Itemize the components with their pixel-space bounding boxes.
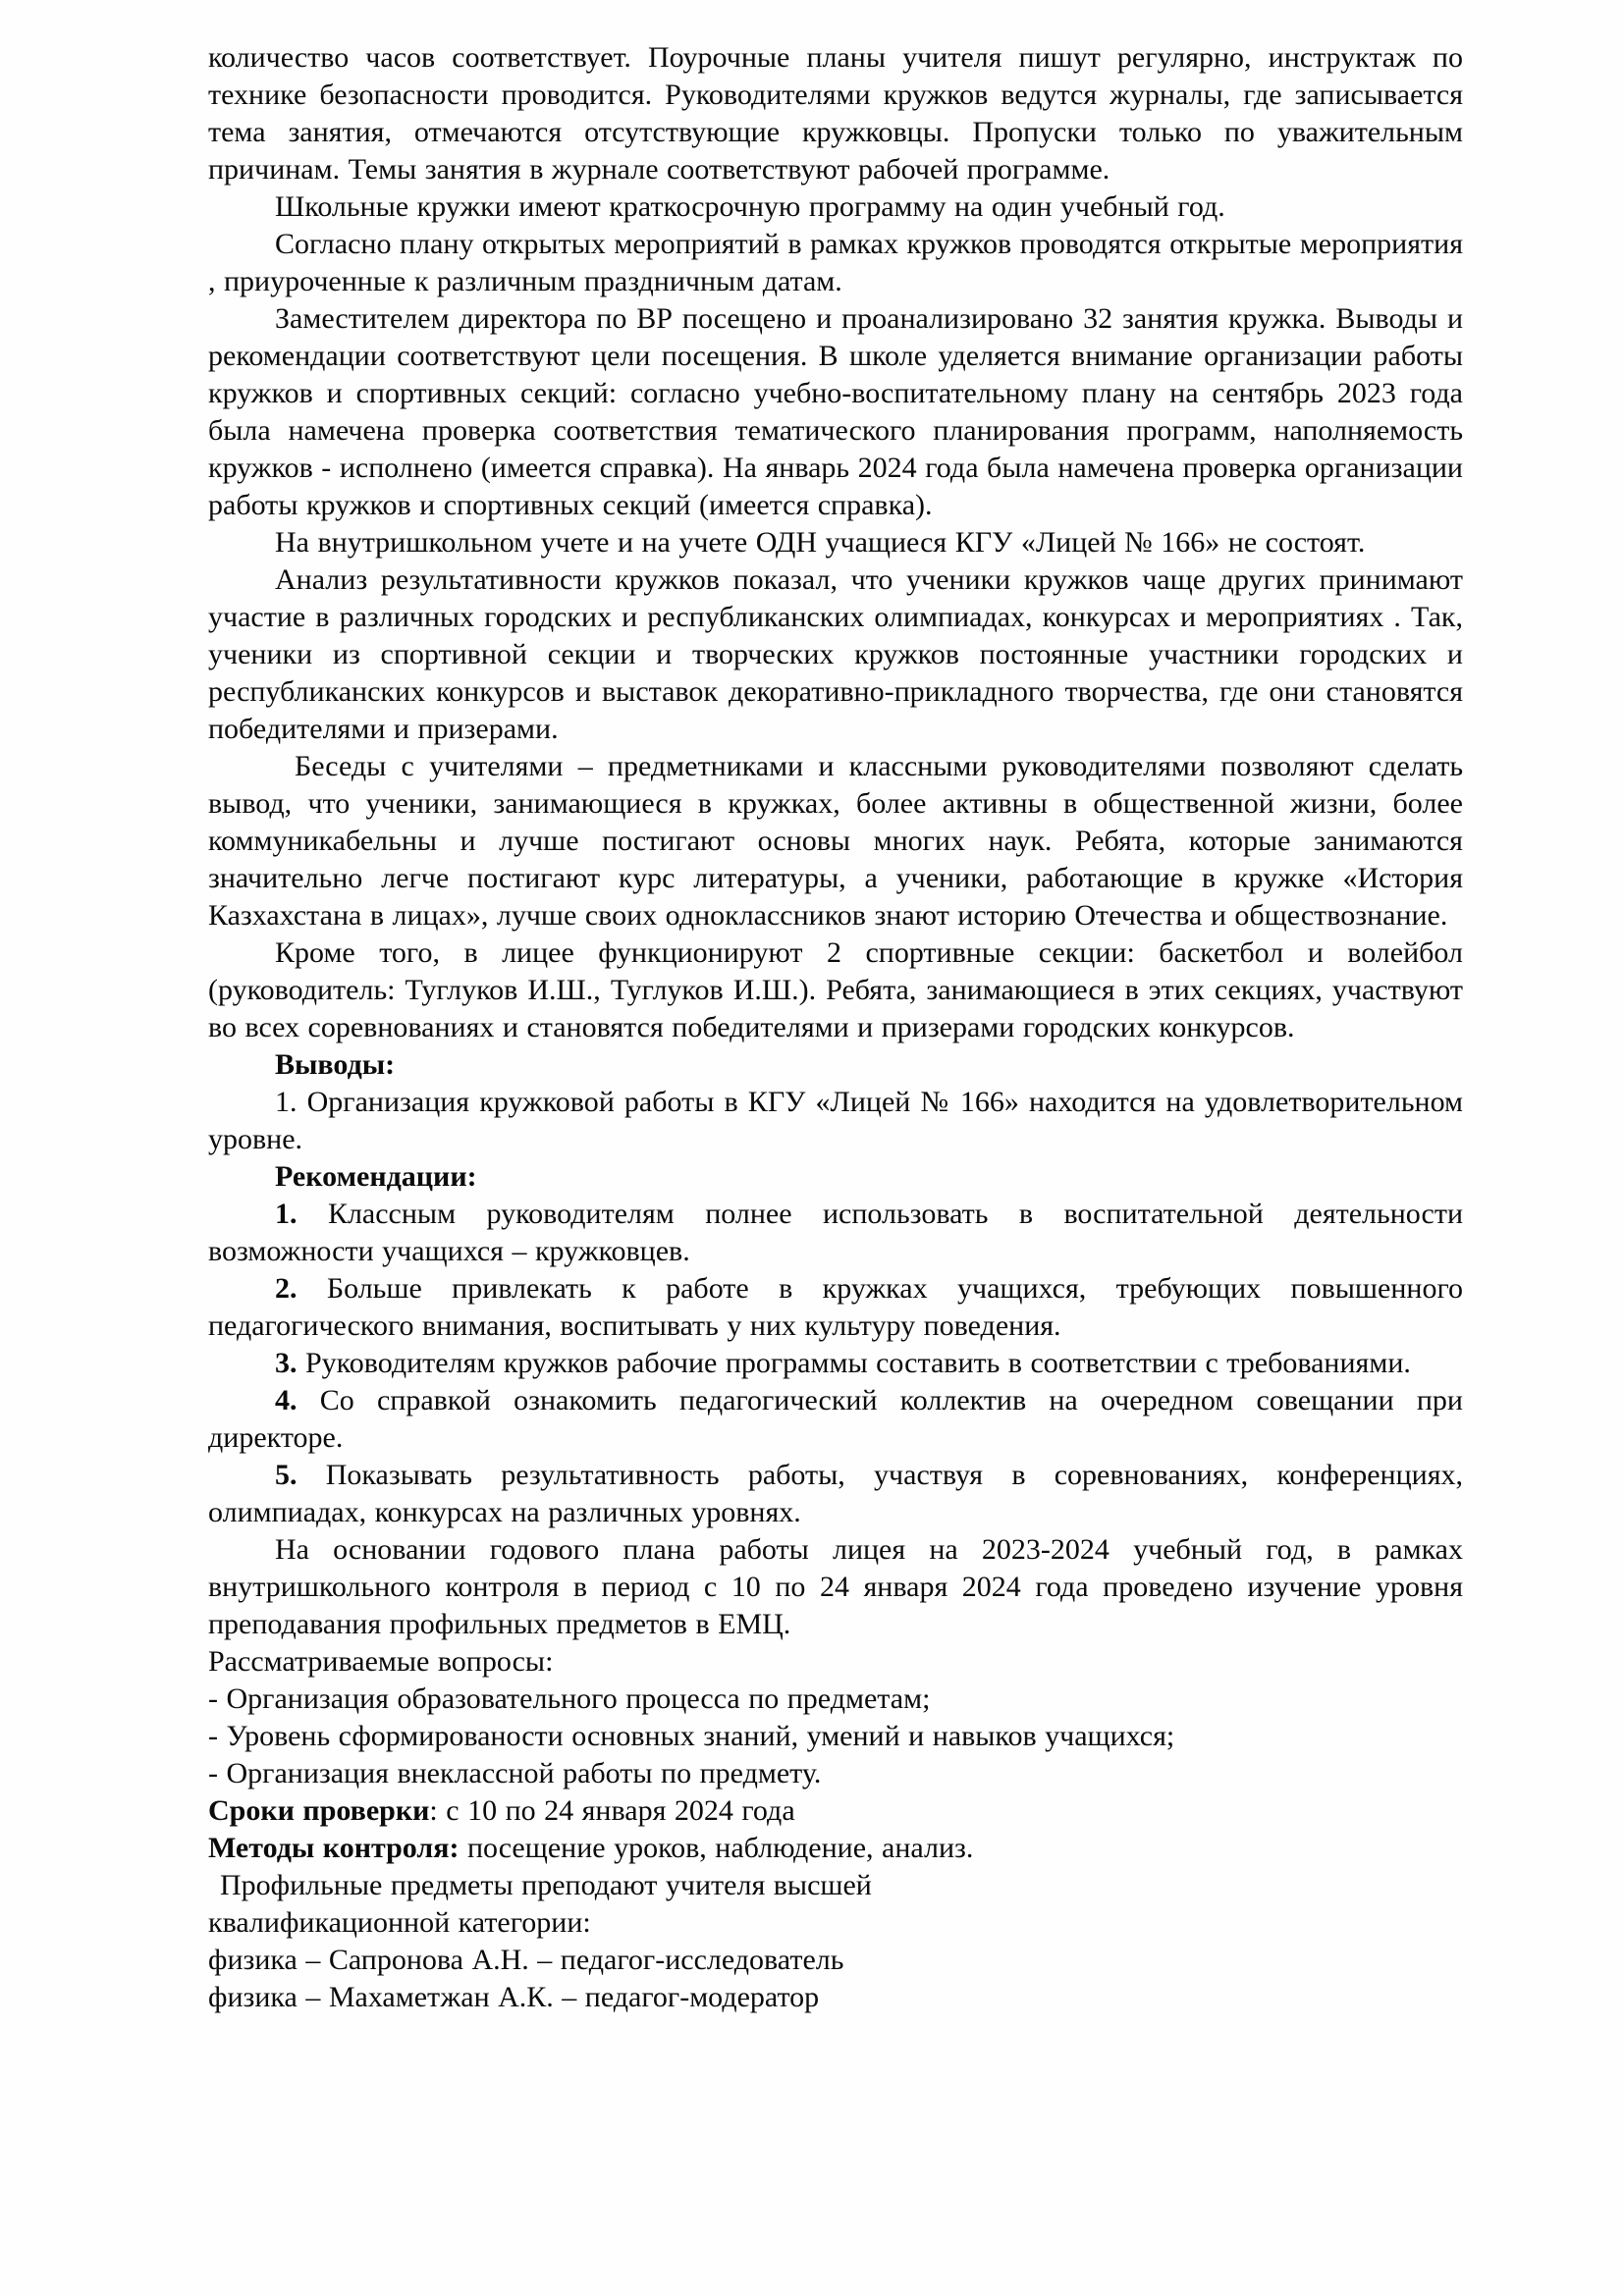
- para-text: квалификационной категории:: [208, 1906, 591, 1939]
- document-body: [208, 39, 1463, 2016]
- para-teacher-talks: [208, 748, 1463, 934]
- para-inspection-dates: [208, 1792, 1463, 1830]
- para-sport-sections: [208, 934, 1463, 1046]
- para-teacher-physics-1: [208, 1942, 1463, 1979]
- para-short-program: [208, 188, 1463, 226]
- para-recommendation-5: [208, 1457, 1463, 1531]
- item-number: 5.: [275, 1459, 298, 1491]
- para-vr-visits-analysis: [208, 300, 1463, 524]
- para-text: На внутришкольном учете и на учете ОДН учащиеся КГУ «Лицей № 166» не состоят.: [275, 526, 1366, 559]
- para-recommendation-4: [208, 1382, 1463, 1457]
- field-label: Методы контроля:: [208, 1832, 460, 1864]
- para-text: Руководителям кружков рабочие программы составить в соответствии с требованиями.: [297, 1347, 1411, 1379]
- para-questions-title: [208, 1643, 1463, 1681]
- para-question-2: [208, 1718, 1463, 1755]
- para-profile-subjects-review: [208, 1531, 1463, 1643]
- para-text: Школьные кружки имеют краткосрочную программу на один учебный год.: [275, 190, 1225, 223]
- para-text: Анализ результативности кружков показал, что ученики кружков чаще других принимают участие в различных городских и республиканских олимпиадах, конкурсах и мероприятиях . Так, ученики из спортивной секции и творческих кружков постоянные участники городских и республиканских конкурсов и выставок декоративно-прикладного творчества, где они становятся победителями и призерами.: [208, 563, 1463, 745]
- para-conclusion-1: [208, 1084, 1463, 1158]
- heading-conclusions: [208, 1046, 1463, 1084]
- para-text: посещение уроков, наблюдение, анализ.: [459, 1832, 974, 1864]
- para-recommendation-2: [208, 1270, 1463, 1345]
- para-text: - Уровень сформированости основных знаний, умений и навыков учащихся;: [208, 1720, 1175, 1752]
- para-control-methods: [208, 1830, 1463, 1867]
- item-number: 2.: [275, 1272, 298, 1305]
- para-text: Показывать результативность работы, участвуя в соревнованиях, конференциях, олимпиадах, конкурсах на различных уровнях.: [208, 1459, 1463, 1528]
- para-open-events: [208, 226, 1463, 300]
- para-text: Больше привлекать к работе в кружках учащихся, требующих повышенного педагогического внимания, воспитывать у них культуру поведения.: [208, 1272, 1463, 1342]
- para-odn-record: [208, 524, 1463, 561]
- para-recommendation-3: [208, 1345, 1463, 1382]
- para-text: - Организация внеклассной работы по предмету.: [208, 1757, 822, 1789]
- para-text: Заместителем директора по ВР посещено и проанализировано 32 занятия кружка. Выводы и рекомендации соответствуют цели посещения. В школе уделяется внимание организации работы кружков и спортивных секций: согласно учебно-воспитательному плану на сентябрь 2023 года была намечена проверка соответствия тематического планирования программ, наполняемость кружков - исполнено (имеется справка). На январь 2024 года была намечена проверка организации работы кружков и спортивных секций (имеется справка).: [208, 302, 1463, 521]
- para-qualification-category: [208, 1904, 1463, 1942]
- para-text: Со справкой ознакомить педагогический коллектив на очередном совещании при директоре.: [208, 1384, 1463, 1454]
- para-text: количество часов соответствует. Поурочные планы учителя пишут регулярно, инструктаж по технике безопасности проводится. Руководителями кружков ведутся журналы, где записывается тема занятия, отмечаются отсутствующие кружковцы. Пропуски только по уважительным причинам. Темы занятия в журнале соответствуют рабочей программе.: [208, 41, 1463, 186]
- field-label: Сроки проверки: [208, 1794, 430, 1827]
- heading-text: Рекомендации:: [275, 1160, 477, 1193]
- para-text: Согласно плану открытых мероприятий в рамках кружков проводятся открытые мероприятия , приуроченные к различным праздничным датам.: [208, 228, 1463, 297]
- heading-recommendations: [208, 1158, 1463, 1196]
- para-text: - Организация образовательного процесса по предметам;: [208, 1682, 931, 1715]
- para-text: Беседы с учителями – предметниками и классными руководителями позволяют сделать вывод, что ученики, занимающиеся в кружках, более активны в общественной жизни, более коммуникабельны и лучше постигают основы многих наук. Ребята, которые занимаются значительно легче постигают курс литературы, а ученики, работающие в кружке «История Казхахстана в лицах», лучше своих одноклассников знают историю Отечества и обществознание.: [208, 750, 1463, 932]
- para-teacher-physics-2: [208, 1979, 1463, 2016]
- para-question-3: [208, 1755, 1463, 1792]
- para-text: 1. Организация кружковой работы в КГУ «Лицей № 166» находится на удовлетворительном уровне.: [208, 1086, 1463, 1155]
- para-text: Классным руководителям полнее использовать в воспитательной деятельности возможности учащихся – кружковцев.: [208, 1198, 1463, 1267]
- para-results-analysis: [208, 561, 1463, 748]
- item-number: 4.: [275, 1384, 298, 1416]
- para-text: Профильные предметы преподают учителя высшей: [220, 1869, 872, 1901]
- para-question-1: [208, 1681, 1463, 1718]
- item-number: 3.: [275, 1347, 298, 1379]
- para-text: Рассматриваемые вопросы:: [208, 1645, 554, 1678]
- para-text: физика – Махаметжан А.К. – педагог-модератор: [208, 1981, 820, 2013]
- para-hours-compliance: [208, 39, 1463, 188]
- para-text: : с 10 по 24 января 2024 года: [429, 1794, 795, 1827]
- para-recommendation-1: [208, 1196, 1463, 1270]
- para-profile-teachers: [208, 1867, 1463, 1904]
- para-text: На основании годового плана работы лицея на 2023-2024 учебный год, в рамках внутришкольного контроля в период с 10 по 24 января 2024 года проведено изучение уровня преподавания профильных предметов в ЕМЦ.: [208, 1533, 1463, 1640]
- para-text: Кроме того, в лицее функционируют 2 спортивные секции: баскетбол и волейбол (руководитель: Туглуков И.Ш., Туглуков И.Ш.). Ребята, занимающиеся в этих секциях, участвуют во всех соревнованиях и становятся победителями и призерами городских конкурсов.: [208, 936, 1463, 1043]
- para-text: физика – Сапронова А.Н. – педагог-исследователь: [208, 1944, 844, 1976]
- item-number: 1.: [275, 1198, 298, 1230]
- heading-text: Выводы:: [275, 1048, 396, 1081]
